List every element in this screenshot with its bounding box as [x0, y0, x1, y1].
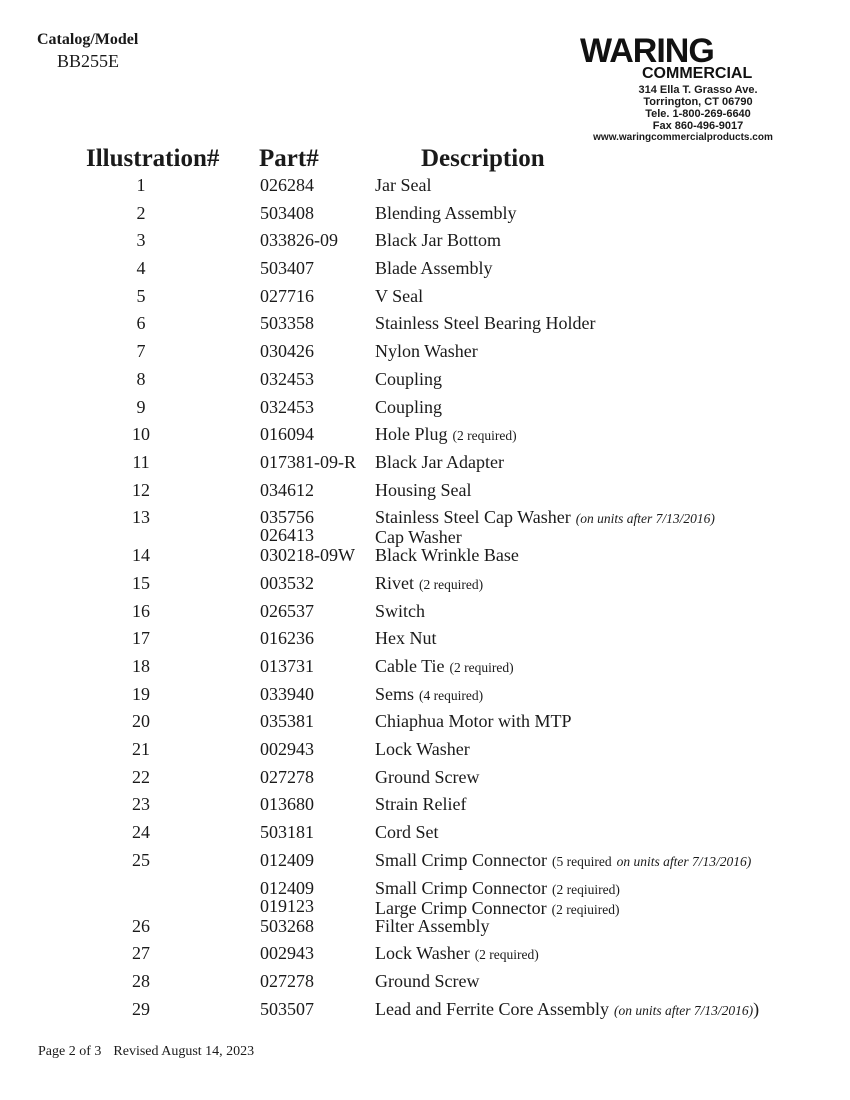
description-cell	[375, 847, 751, 875]
parts-table-row	[0, 255, 850, 283]
part-number: 503507	[260, 998, 314, 1019]
part-number: 503181	[260, 822, 314, 843]
description-cell	[375, 504, 715, 546]
address-line: 314 Ella T. Grasso Ave.	[638, 84, 758, 96]
illustration-number: 16	[132, 600, 150, 621]
description: Blending Assembly	[375, 202, 517, 223]
part-number: 035756	[260, 507, 314, 528]
description-cell	[375, 764, 479, 790]
part-number: 503358	[260, 313, 314, 334]
parts-table-row	[0, 227, 850, 255]
description-cell	[375, 653, 514, 681]
italic-note-text: (on units after 7/13/2016)	[575, 511, 715, 527]
part-number: 034612	[260, 479, 314, 500]
description: Stainless Steel Cap Washer	[375, 507, 571, 528]
illustration-number: 27	[132, 943, 150, 964]
part-number: 030426	[260, 341, 314, 362]
quantity-note: (2 required)	[449, 660, 514, 675]
description-line	[375, 879, 620, 899]
description: V Seal	[375, 285, 424, 306]
closing-paren: )	[753, 998, 760, 1019]
parts-table-row	[0, 477, 850, 505]
parts-table-row	[0, 421, 850, 449]
part-number: 012409	[260, 877, 314, 898]
quantity-note: (2 reqiuired)	[551, 881, 620, 897]
quantity-note: (5 required	[551, 853, 612, 869]
description: Large Crimp Connector	[375, 897, 547, 918]
description-cell	[375, 791, 466, 817]
part-number: 032453	[260, 396, 314, 417]
description-line	[375, 508, 715, 528]
illustration-number: 21	[132, 739, 150, 760]
description-cell	[375, 421, 517, 449]
parts-table-row	[0, 819, 850, 847]
illustration-number: 20	[132, 711, 150, 732]
illustration-number: 19	[132, 683, 150, 704]
illustration-number: 12	[132, 479, 150, 500]
company-logo-block	[578, 34, 788, 144]
description-cell	[375, 338, 478, 364]
part-number: 033826-09	[260, 230, 338, 251]
part-number: 030218-09W	[260, 545, 355, 566]
description-cell	[375, 200, 517, 226]
description-cell	[375, 681, 483, 709]
description: Switch	[375, 600, 426, 621]
illustration-number: 11	[132, 451, 150, 472]
description: Rivet	[375, 572, 414, 593]
italic-note	[617, 854, 752, 869]
description: Black Jar Adapter	[375, 451, 504, 472]
part-number: 026537	[260, 600, 314, 621]
description-cell	[375, 570, 483, 598]
illustration-number: 6	[136, 313, 146, 334]
description-cell	[375, 913, 490, 939]
description: Sems	[375, 683, 415, 704]
description: Cord Set	[375, 822, 439, 843]
description-column-header: Description	[421, 145, 545, 172]
page-number: Page 2 of 3	[38, 1044, 102, 1059]
illustration-number: 24	[132, 822, 150, 843]
description: Lock Washer	[375, 943, 470, 964]
address-line: Torrington, CT 06790	[643, 96, 753, 108]
illustration-number: 26	[132, 915, 150, 936]
description-cell	[375, 227, 501, 253]
quantity-note: (2 required)	[474, 947, 539, 963]
description: Nylon Washer	[375, 341, 478, 362]
parts-table-row	[0, 338, 850, 366]
description: Black Jar Bottom	[375, 230, 501, 251]
illustration-number: 23	[132, 794, 150, 815]
part-number: 027278	[260, 970, 314, 991]
description-cell	[375, 310, 595, 336]
part-number: 003532	[260, 572, 314, 593]
illustration-number: 18	[132, 656, 150, 676]
parts-table-row	[0, 366, 850, 394]
parts-table-row	[0, 449, 850, 477]
part-number: 026284	[260, 175, 314, 195]
illustration-column-header: Illustration#	[86, 145, 220, 172]
part-number: 016236	[260, 628, 314, 649]
illustration-number: 8	[136, 368, 146, 389]
description-cell	[375, 172, 431, 198]
description: Hole Plug	[375, 424, 448, 445]
quantity-note: (2 required)	[452, 428, 517, 444]
description: Small Crimp Connector	[375, 877, 547, 898]
description: Blade Assembly	[375, 258, 493, 279]
italic-note-text: on units after 7/13/2016)	[616, 853, 752, 869]
revision-date: Revised August 14, 2023	[113, 1044, 255, 1059]
quantity-note: (4 required)	[419, 687, 484, 703]
parts-table-row	[0, 940, 850, 968]
description: Cap Washer	[375, 527, 462, 548]
description-cell	[375, 708, 572, 734]
part-number: 027278	[260, 766, 314, 787]
part-number: 002943	[260, 943, 314, 964]
parts-table-row	[0, 310, 850, 338]
description: Small Crimp Connector	[375, 849, 547, 870]
parts-table-row	[0, 681, 850, 709]
parts-table-row	[0, 283, 850, 311]
parts-table-row	[0, 968, 850, 996]
illustration-number: 22	[132, 766, 150, 787]
parts-table-row	[0, 736, 850, 764]
parts-list	[0, 172, 850, 1023]
address-line: Tele. 1-800-269-6640	[645, 108, 751, 120]
website-link[interactable]: www.waringcommercialproducts.com	[593, 132, 773, 143]
description: Chiaphua Motor with MTP	[375, 711, 572, 732]
parts-table-row	[0, 504, 850, 548]
description: Jar Seal	[375, 175, 432, 195]
description: Coupling	[375, 396, 443, 417]
description: Lock Washer	[375, 739, 470, 760]
part-number: 013680	[260, 794, 314, 815]
description-cell	[375, 477, 472, 503]
illustration-number: 28	[132, 970, 150, 991]
illustration-number: 4	[136, 258, 146, 279]
description: Coupling	[375, 368, 443, 389]
description: Cable Tie	[375, 656, 445, 676]
part-number: 016094	[260, 424, 314, 445]
part-number: 503408	[260, 202, 314, 223]
parts-table-row	[0, 172, 850, 200]
description: Ground Screw	[375, 970, 480, 991]
parts-table-row	[0, 791, 850, 819]
address-line: Fax 860-496-9017	[652, 120, 744, 132]
description-cell	[375, 283, 423, 309]
parts-table-row	[0, 394, 850, 422]
part-number: 032453	[260, 368, 314, 389]
part-number-cell	[260, 504, 314, 544]
illustration-number: 13	[132, 507, 150, 528]
quantity-note: (2 reqiuired)	[551, 901, 620, 917]
logo-text-top: WARING	[580, 34, 714, 70]
part-number: 013731	[260, 656, 314, 676]
company-address	[593, 84, 788, 144]
description-cell	[375, 819, 439, 845]
description: Hex Nut	[375, 628, 437, 649]
catalog-block	[37, 30, 138, 72]
description-cell	[375, 598, 425, 624]
description: Ground Screw	[375, 766, 480, 787]
description: Black Wrinkle Base	[375, 545, 519, 566]
italic-note-text: (on units after 7/13/2016)	[613, 1002, 754, 1018]
parts-table-row	[0, 913, 850, 941]
parts-table-row	[0, 708, 850, 736]
parts-table-row	[0, 653, 850, 681]
parts-table-row	[0, 875, 850, 918]
part-number: 503268	[260, 915, 314, 936]
description: Housing Seal	[375, 479, 472, 500]
part-number: 019123	[260, 895, 314, 916]
illustration-number: 17	[132, 628, 150, 649]
part-number: 026413	[260, 525, 314, 546]
description: Stainless Steel Bearing Holder	[375, 313, 596, 334]
description-cell	[375, 625, 437, 651]
illustration-number: 3	[136, 230, 146, 251]
illustration-number: 2	[136, 202, 146, 223]
description-cell	[375, 968, 479, 994]
parts-table-row	[0, 996, 850, 1024]
description-cell	[375, 542, 519, 568]
description-cell	[375, 996, 759, 1024]
illustration-number: 14	[132, 545, 150, 566]
part-number: 033940	[260, 683, 314, 704]
part-number: 035381	[260, 711, 314, 732]
part-number: 012409	[260, 849, 314, 870]
illustration-number: 9	[136, 396, 146, 417]
description-cell	[375, 736, 470, 762]
parts-table-row	[0, 542, 850, 570]
illustration-number: 7	[136, 341, 146, 362]
parts-table-row	[0, 598, 850, 626]
illustration-number: 5	[136, 285, 146, 306]
part-number: 027716	[260, 285, 314, 306]
parts-table-row	[0, 625, 850, 653]
parts-table-row	[0, 847, 850, 875]
description-cell	[375, 394, 442, 420]
description-cell	[375, 940, 539, 968]
waring-commercial-logo	[578, 34, 788, 82]
parts-table-row	[0, 764, 850, 792]
part-number: 503407	[260, 258, 314, 279]
parts-table-row	[0, 570, 850, 598]
illustration-number: 15	[132, 572, 150, 593]
description: Filter Assembly	[375, 915, 490, 936]
illustration-number: 10	[132, 424, 150, 445]
italic-note	[576, 511, 715, 526]
part-number: 002943	[260, 739, 314, 760]
logo-text-bottom: COMMERCIAL	[642, 65, 753, 82]
description-cell	[375, 449, 504, 475]
illustration-number: 29	[132, 998, 150, 1019]
description-cell	[375, 366, 442, 392]
description: Strain Relief	[375, 794, 467, 815]
catalog-model: BB255E	[57, 51, 120, 71]
illustration-number: 1	[136, 175, 146, 195]
description: Lead and Ferrite Core Assembly	[375, 998, 609, 1019]
page-footer	[38, 1044, 254, 1060]
part-column-header: Part#	[259, 145, 319, 172]
description-cell	[375, 255, 493, 281]
italic-note	[614, 1003, 753, 1018]
part-number: 017381-09-R	[260, 451, 356, 472]
part-number-cell	[260, 875, 314, 915]
illustration-number: 25	[132, 849, 150, 870]
parts-table-row	[0, 200, 850, 228]
quantity-note: (2 required)	[419, 576, 484, 592]
catalog-label: Catalog/Model	[37, 31, 139, 48]
